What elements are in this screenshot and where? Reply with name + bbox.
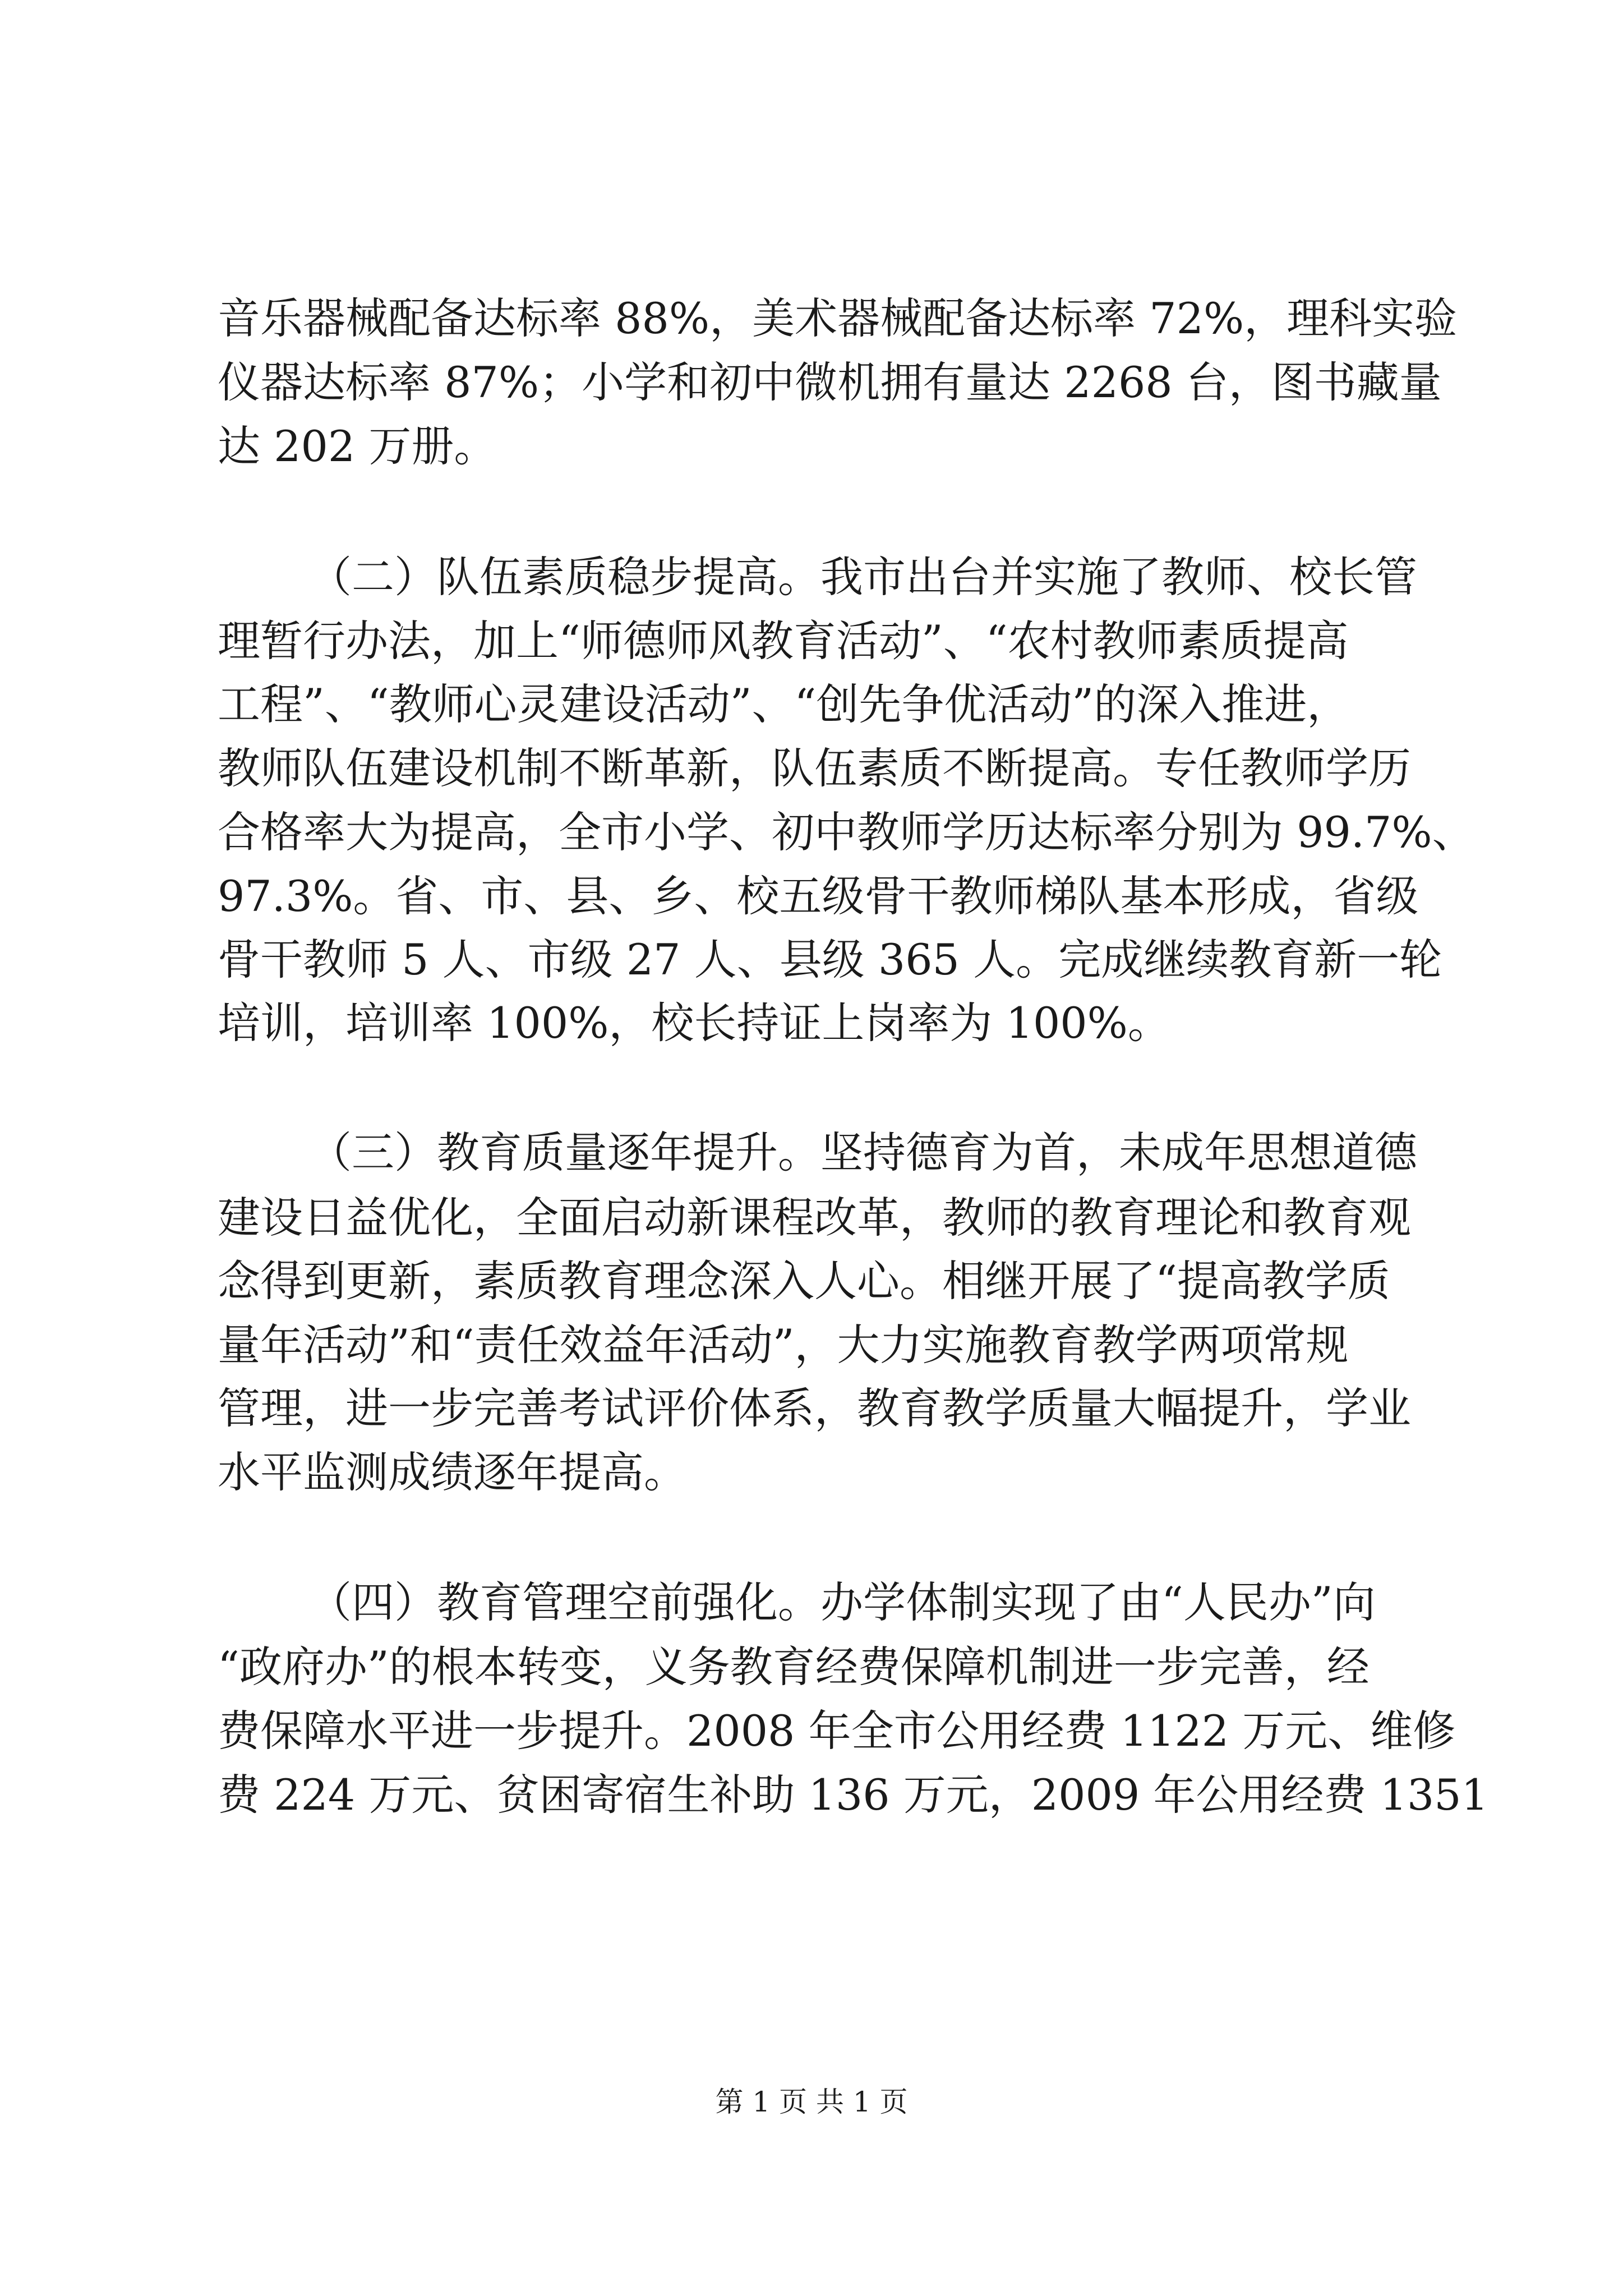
paragraph-heading-line: （三）教育质量逐年提升。坚持德育为首，未成年思想道德 [309, 1128, 1417, 1177]
text-line: 教师队伍建设机制不断革新，队伍素质不断提高。专任教师学历 [218, 743, 1411, 793]
text-line: 培训，培训率 100%，校长持证上岗率为 100%。 [218, 998, 1170, 1048]
text-line: 费 224 万元、贫困寄宿生补助 136 万元，2009 年公用经费 1351 [218, 1770, 1488, 1820]
text-line: 骨干教师 5 人、市级 27 人、县级 365 人。完成继续教育新一轮 [218, 935, 1442, 984]
text-line: 理暂行办法，加上“师德师风教育活动”、“农村教师素质提高 [218, 616, 1349, 666]
text-line: 仪器达标率 87%；小学和初中微机拥有量达 2268 台，图书藏量 [218, 357, 1442, 407]
paragraph-heading-line: （四）教育管理空前强化。办学体制实现了由“人民办”向 [309, 1577, 1376, 1627]
text-line: 念得到更新，素质教育理念深入人心。相继开展了“提高教学质 [218, 1256, 1390, 1306]
text-line: 97.3%。省、市、县、乡、校五级骨干教师梯队基本形成，省级 [218, 871, 1419, 921]
page-number-footer: 第 1 页 共 1 页 [715, 2086, 908, 2118]
text-line: 费保障水平进一步提升。2008 年全市公用经费 1122 万元、维修 [218, 1706, 1456, 1756]
text-line: 量年活动”和“责任效益年活动”，大力实施教育教学两项常规 [218, 1320, 1349, 1370]
text-line: 建设日益优化，全面启动新课程改革，教师的教育理论和教育观 [218, 1193, 1411, 1243]
text-line: 合格率大为提高，全市小学、初中教师学历达标率分别为 99.7%、 [218, 807, 1475, 857]
text-line: 达 202 万册。 [218, 421, 497, 471]
paragraph-heading-line: （二）队伍素质稳步提高。我市出台并实施了教师、校长管 [309, 552, 1417, 602]
text-line: “政府办”的根本转变，义务教育经费保障机制进一步完善，经 [218, 1642, 1370, 1692]
text-line: 水平监测成绩逐年提高。 [218, 1447, 686, 1497]
text-line: 管理，进一步完善考试评价体系，教育教学质量大幅提升，学业 [218, 1383, 1411, 1433]
text-line: 工程”、“教师心灵建设活动”、“创先争优活动”的深入推进， [218, 679, 1350, 729]
text-line: 音乐器械配备达标率 88%，美术器械配备达标率 72%，理科实验 [218, 293, 1458, 343]
